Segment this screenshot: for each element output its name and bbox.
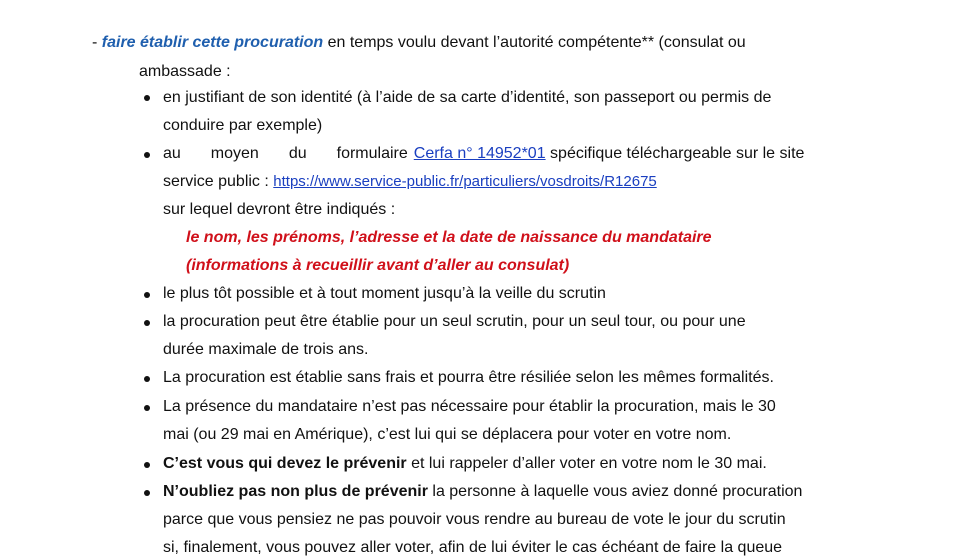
- prevenir-bold: C’est vous qui devez le prévenir: [163, 455, 407, 472]
- cerfa-link[interactable]: Cerfa n° 14952*01: [413, 145, 546, 162]
- bullet-5-line-1: La procuration est établie sans frais et pourra être résiliée selon les mêmes formalités.: [163, 369, 774, 386]
- bullet-dot: [144, 462, 150, 468]
- word-du: du: [288, 145, 307, 162]
- intro-line: [92, 33, 746, 53]
- intro-rest: en temps voulu devant l’autorité compétente** (consulat ou: [323, 34, 746, 51]
- bullet-2-after-cerfa: spécifique téléchargeable sur le site: [545, 145, 805, 162]
- bullet-dot: [144, 490, 150, 496]
- bullet-8-line-3: si, finalement, vous pouvez aller voter, afin de lui éviter le cas échéant de faire la queue: [163, 539, 783, 556]
- word-formulaire: formulaire: [336, 145, 408, 162]
- bullet-3-line-1: le plus tôt possible et à tout moment jusqu’à la veille du scrutin: [163, 285, 606, 302]
- bullet-dot: [144, 376, 150, 382]
- bullet-dot: [144, 405, 150, 411]
- consulat-note-red: (informations à recueillir avant d’aller au consulat): [186, 257, 570, 274]
- mandataire-info-red: le nom, les prénoms, l’adresse et la date de naissance du mandataire: [186, 229, 712, 246]
- bullet-2-line-1: [163, 144, 804, 164]
- bullet-8-line-1: [163, 482, 802, 502]
- bullet-7-line-1: [163, 454, 767, 474]
- bullet-6-line-2: mai (ou 29 mai en Amérique), c’est lui qui se déplacera pour voter en votre nom.: [163, 426, 732, 443]
- bullet-1-line-2: conduire par exemple): [163, 117, 323, 134]
- bullet-7-rest: et lui rappeler d’aller voter en votre nom le 30 mai.: [406, 455, 767, 472]
- service-public-label: service public :: [163, 173, 274, 190]
- bullet-dot: [144, 95, 150, 101]
- bullet-1-line-1: en justifiant de son identité (à l’aide de sa carte d’identité, son passeport ou permis de: [163, 89, 772, 106]
- bullet-dot: [144, 320, 150, 326]
- oubliez-bold: N’oubliez pas non plus de prévenir: [163, 483, 428, 500]
- bullet-8-line-2: parce que vous pensiez ne pas pouvoir vous rendre au bureau de vote le jour du scrutin: [163, 511, 786, 528]
- intro-continuation: ambassade :: [139, 63, 231, 80]
- bullet-4-line-2: durée maximale de trois ans.: [163, 341, 369, 358]
- bullet-dot: [144, 152, 150, 158]
- bullet-4-line-1: la procuration peut être établie pour un seul scrutin, pour un seul tour, ou pour une: [163, 313, 746, 330]
- intro-emphasis: faire établir cette procuration: [101, 34, 324, 51]
- word-au: au: [163, 145, 181, 162]
- bullet-6-line-1: La présence du mandataire n’est pas nécessaire pour établir la procuration, mais le 30: [163, 398, 776, 415]
- bullet-dot: [144, 292, 150, 298]
- bullet-2-line-3: sur lequel devront être indiqués :: [163, 201, 396, 218]
- service-public-url-link[interactable]: https://www.service-public.fr/particuliers/vosdroits/R12675: [273, 173, 657, 190]
- word-moyen: moyen: [210, 145, 259, 162]
- intro-dash: -: [92, 34, 98, 51]
- bullet-8-rest: la personne à laquelle vous aviez donné procuration: [427, 483, 803, 500]
- bullet-2-line-2: [163, 172, 657, 192]
